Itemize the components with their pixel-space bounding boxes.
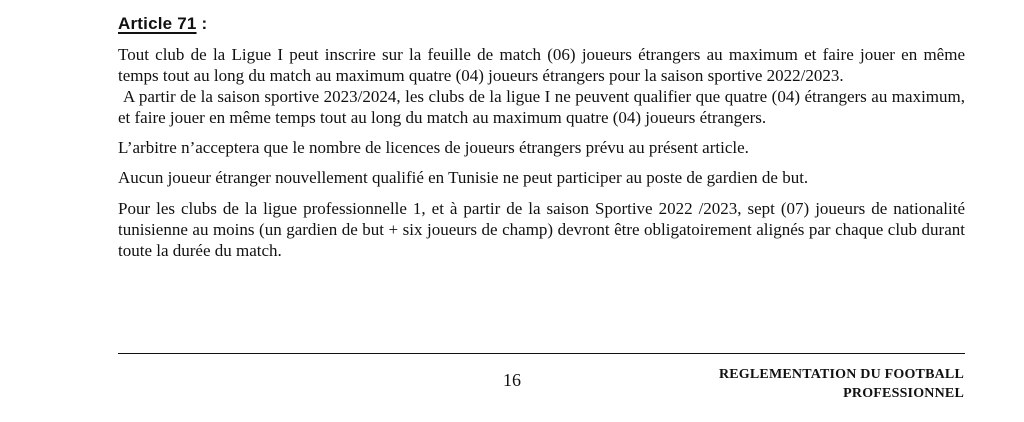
footer-title-line-2: PROFESSIONNEL bbox=[843, 386, 964, 401]
paragraph-referee-licences: L’arbitre n’acceptera que le nombre de licences de joueurs étrangers prévu au présent article. bbox=[118, 138, 749, 157]
article-title-colon: : bbox=[196, 14, 208, 33]
article-heading bbox=[118, 14, 207, 34]
footer-document-title bbox=[719, 365, 964, 403]
paragraph-foreign-players-2022: Tout club de la Ligue I peut inscrire sur la feuille de match (06) joueurs étrangers au maximum et faire jouer en même temps tout au long du match au maximum quatre (04) joueurs étrangers pour la saison sportive 2022/2023. bbox=[118, 45, 965, 85]
page-number: 16 bbox=[503, 370, 521, 390]
footer-divider bbox=[118, 353, 965, 354]
footer-title-line-1: REGLEMENTATION DU FOOTBALL bbox=[718, 367, 964, 382]
paragraph-tunisian-players: Pour les clubs de la ligue professionnelle 1, et à partir de la saison Sportive 2022 /2023, sept (07) joueurs de nationalité tunisienne au moins (un gardien de but + six joueurs de champ) devront être obligatoirement alignés par chaque club durant toute la durée du match. bbox=[118, 199, 965, 260]
paragraph-goalkeeper-rule: Aucun joueur étranger nouvellement qualifié en Tunisie ne peut participer au poste de gardien de but. bbox=[118, 168, 809, 187]
article-body bbox=[118, 44, 965, 261]
paragraph-foreign-players-2023: A partir de la saison sportive 2023/2024, les clubs de la ligue I ne peuvent qualifier que quatre (04) étrangers au maximum, et faire jouer en même temps tout au long du match au maximum quatre (04) joueurs étrangers. bbox=[118, 87, 965, 127]
article-title: Article 71 bbox=[118, 14, 197, 33]
